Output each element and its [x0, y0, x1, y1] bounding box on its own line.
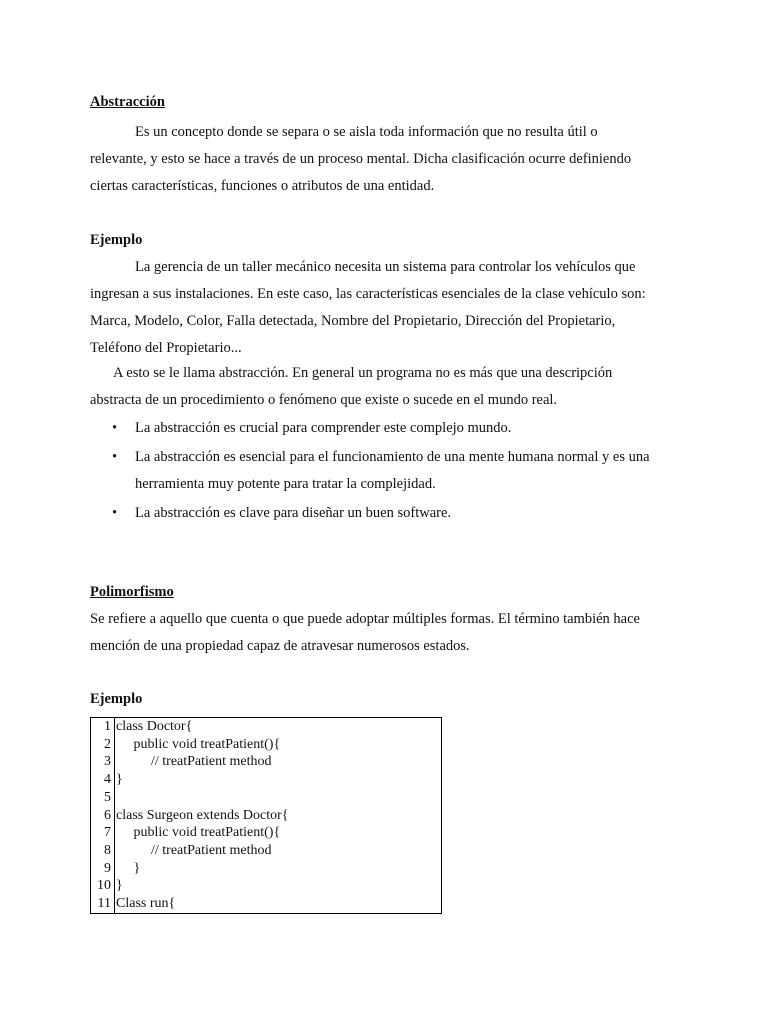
bullet-icon: •	[112, 505, 118, 521]
ejemplo-heading: Ejemplo	[90, 232, 143, 248]
paragraph-line: abstracta de un procedimiento o fenómeno que existe o sucede en el mundo real.	[90, 392, 558, 408]
code-line-row	[91, 877, 442, 895]
code-text: class Surgeon extends Doctor{	[116, 807, 289, 823]
code-text	[115, 789, 442, 807]
paragraph-line: ingresan a sus instalaciones. En este caso, las características esenciales de la clase vehículo son:	[90, 286, 646, 302]
bullet-icon: •	[112, 420, 118, 436]
code-line-row	[91, 807, 442, 825]
line-number: 4	[91, 771, 115, 789]
abstraccion-bullet-list	[90, 415, 690, 527]
code-line-row	[91, 753, 442, 771]
code-line-row	[91, 718, 442, 736]
abstraccion-summary-paragraph	[90, 360, 680, 414]
code-line-row	[91, 789, 442, 807]
paragraph-line: Es un concepto donde se separa o se aisla toda información que no resulta útil o	[135, 124, 598, 140]
code-line-row	[91, 771, 442, 789]
code-line-row	[91, 842, 442, 860]
paragraph-line: Marca, Modelo, Color, Falla detectada, Nombre del Propietario, Dirección del Propietario,	[90, 313, 616, 329]
paragraph-line: ciertas características, funciones o atributos de una entidad.	[90, 178, 435, 194]
line-number: 6	[91, 807, 115, 825]
paragraph-line: Se refiere a aquello que cuenta o que puede adoptar múltiples formas. El término también hace	[90, 611, 640, 627]
paragraph-line: Teléfono del Propietario...	[90, 340, 242, 356]
list-item	[90, 444, 690, 498]
code-line-row	[91, 895, 442, 913]
list-item-text: herramienta muy potente para tratar la complejidad.	[135, 476, 436, 492]
list-item	[90, 415, 690, 442]
code-text: Class run{	[116, 896, 176, 912]
code-line-row	[91, 860, 442, 878]
line-number: 5	[91, 789, 115, 807]
paragraph-line: mención de una propiedad capaz de atravesar numerosos estados.	[90, 638, 470, 654]
abstraccion-paragraph	[90, 119, 680, 200]
paragraph-line: relevante, y esto se hace a través de un proceso mental. Dicha clasificación ocurre definiendo	[90, 151, 632, 167]
code-text: }	[116, 860, 141, 876]
list-item	[90, 500, 690, 527]
bullet-icon: •	[112, 449, 118, 465]
code-text: }	[116, 878, 123, 894]
code-listing-table	[90, 717, 442, 914]
polimorfismo-heading: Polimorfismo	[90, 584, 174, 600]
ejemplo-heading-2: Ejemplo	[90, 691, 143, 707]
line-number: 7	[91, 824, 115, 842]
abstraccion-heading: Abstracción	[90, 94, 165, 110]
ejemplo-paragraph	[90, 254, 680, 362]
code-line-row	[91, 736, 442, 754]
line-number: 8	[91, 842, 115, 860]
list-item-text: La abstracción es crucial para comprender este complejo mundo.	[135, 420, 512, 436]
list-item-text: La abstracción es clave para diseñar un buen software.	[135, 505, 452, 521]
line-number: 10	[91, 877, 115, 895]
paragraph-line: La gerencia de un taller mecánico necesita un sistema para controlar los vehículos que	[135, 259, 636, 275]
polimorfismo-paragraph	[90, 606, 680, 660]
line-number: 11	[91, 895, 115, 913]
code-text: public void treatPatient(){	[116, 825, 281, 841]
code-listing-body	[91, 718, 442, 914]
list-item-text: La abstracción es esencial para el funcionamiento de una mente humana normal y es una	[135, 449, 650, 465]
code-text: }	[116, 772, 123, 788]
code-text: // treatPatient method	[116, 842, 272, 858]
code-text: // treatPatient method	[116, 754, 272, 770]
line-number: 3	[91, 753, 115, 771]
code-line-row	[91, 824, 442, 842]
code-text: public void treatPatient(){	[116, 736, 281, 752]
paragraph-line: A esto se le llama abstracción. En general un programa no es más que una descripción	[113, 365, 613, 381]
line-number: 9	[91, 860, 115, 878]
line-number: 1	[91, 718, 115, 736]
line-number: 2	[91, 736, 115, 754]
code-text: class Doctor{	[116, 719, 193, 734]
